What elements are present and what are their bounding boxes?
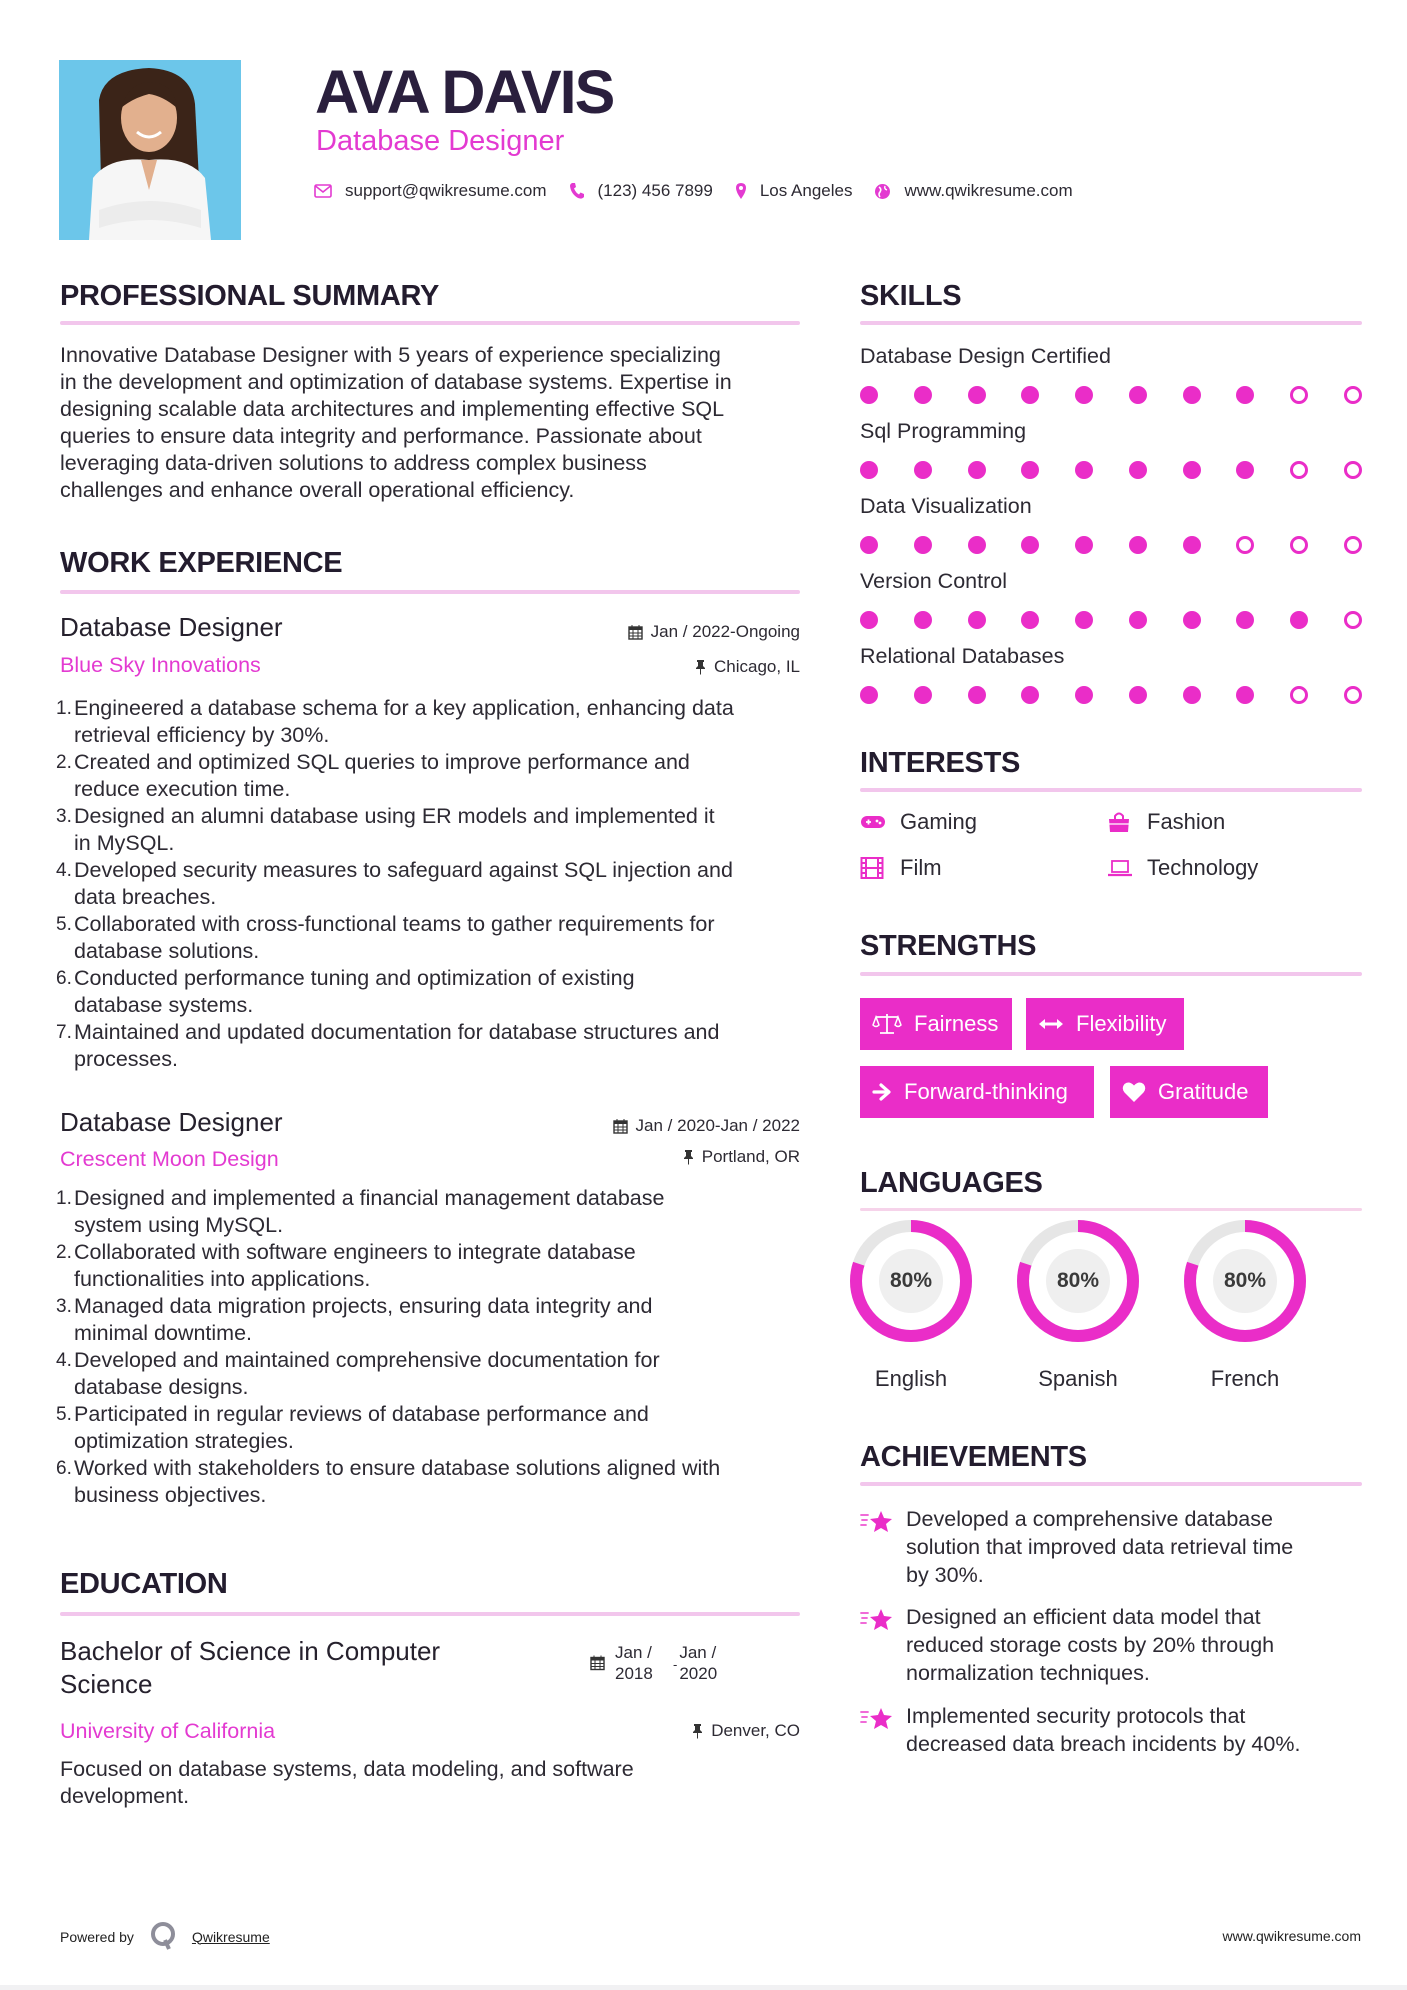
strengths-heading: STRENGTHS xyxy=(860,930,1037,962)
skill-label: Sql Programming xyxy=(860,419,1027,443)
language-name: English xyxy=(874,1366,948,1391)
rating-dot-empty xyxy=(1236,536,1254,554)
job-dates-text: Jan / 2020-Jan / 2022 xyxy=(635,1116,800,1135)
rating-dot-filled xyxy=(1021,611,1039,629)
gamepad-icon xyxy=(860,815,888,829)
shooting-star-icon xyxy=(860,1702,906,1758)
rating-dot-filled xyxy=(1290,611,1308,629)
rating-dot-filled xyxy=(1129,686,1147,704)
laptop-icon xyxy=(1107,858,1135,878)
list-item: 2. Created and optimized SQL queries to improve performance and reduce execution time. xyxy=(56,750,690,801)
job-dates-text: Jan / 2022-Ongoing xyxy=(650,622,800,641)
language-percent: 80% xyxy=(1223,1269,1267,1292)
rating-dot-filled xyxy=(1021,536,1039,554)
list-item: 1. Engineered a database schema for a key application, enhancing data retrieval efficiency by 30%. xyxy=(56,696,734,747)
job-bullets xyxy=(56,695,806,1073)
skill-item xyxy=(860,418,1362,493)
list-item: 3. Managed data migration projects, ensuring data integrity and minimal downtime. xyxy=(56,1294,653,1345)
skill-rating xyxy=(860,610,1362,630)
skill-label: Version Control xyxy=(860,569,1007,593)
rating-dot-filled xyxy=(860,611,878,629)
qwikresume-link[interactable]: Qwikresume xyxy=(191,1928,270,1945)
qwikresume-logo-icon xyxy=(148,1920,178,1953)
summary-line: designing scalable data architectures and implementing effective SQL xyxy=(60,397,725,421)
footer-website[interactable]: www.qwikresume.com xyxy=(1222,1928,1361,1944)
rating-dot-filled xyxy=(914,461,932,479)
language-percent: 80% xyxy=(1056,1269,1100,1292)
rating-dot-empty xyxy=(1290,536,1308,554)
strengths-divider xyxy=(860,972,1362,976)
skills-heading: SKILLS xyxy=(860,280,962,312)
summary-divider xyxy=(60,321,800,325)
contact-website[interactable]: www.qwikresume.com xyxy=(904,181,1073,200)
contact-location: Los Angeles xyxy=(759,181,853,200)
summary-line: in the development and optimization of database systems. Expertise in xyxy=(60,370,732,394)
rating-dot-filled xyxy=(860,536,878,554)
pushpin-icon xyxy=(695,659,706,675)
skill-item xyxy=(860,643,1362,718)
strength-tag-fairness: Fairness xyxy=(860,998,1012,1050)
skill-label: Relational Databases xyxy=(860,644,1065,668)
rating-dot-filled xyxy=(1075,611,1093,629)
experience-divider xyxy=(60,590,800,594)
rating-dot-filled xyxy=(1129,386,1147,404)
list-item: 5. Collaborated with cross-functional teams to gather requirements for database solutions. xyxy=(56,912,715,963)
rating-dot-filled xyxy=(1129,536,1147,554)
job-company: Crescent Moon Design xyxy=(60,1147,279,1171)
rating-dot-filled xyxy=(968,461,986,479)
achievements-heading: ACHIEVEMENTS xyxy=(860,1441,1087,1473)
rating-dot-empty xyxy=(1344,461,1362,479)
globe-icon xyxy=(874,183,891,200)
skill-item xyxy=(860,343,1362,418)
person-portrait-icon xyxy=(59,60,241,240)
education-school: University of California xyxy=(60,1719,276,1743)
interests-heading: INTERESTS xyxy=(860,747,1021,779)
balance-scale-icon xyxy=(872,1012,902,1036)
interest-technology: Technology xyxy=(1107,854,1258,882)
arrows-horizontal-icon xyxy=(1038,1017,1064,1031)
film-icon xyxy=(860,856,888,880)
rating-dot-filled xyxy=(914,611,932,629)
language-item xyxy=(850,1220,972,1392)
strength-tag-gratitude: Gratitude xyxy=(1110,1066,1268,1118)
skill-item xyxy=(860,493,1362,568)
job-bullets xyxy=(56,1185,806,1509)
candidate-title: Database Designer xyxy=(316,125,565,157)
phone-icon xyxy=(569,182,585,200)
education-dates xyxy=(590,1642,717,1684)
rating-dot-filled xyxy=(1021,686,1039,704)
achievement-item xyxy=(860,1702,1360,1758)
calendar-icon xyxy=(613,1118,628,1134)
skills-divider xyxy=(860,321,1362,325)
footer-powered-by: Powered by Qwikresume xyxy=(60,1920,270,1953)
skills-list xyxy=(860,343,1362,718)
skill-rating xyxy=(860,535,1362,555)
languages-divider xyxy=(860,1208,1362,1211)
experience-heading: WORK EXPERIENCE xyxy=(60,547,343,579)
rating-dot-empty xyxy=(1344,386,1362,404)
list-item: 7. Maintained and updated documentation for database structures and processes. xyxy=(56,1020,720,1071)
rating-dot-filled xyxy=(914,686,932,704)
calendar-icon xyxy=(590,1654,605,1671)
interest-film: Film xyxy=(860,854,942,882)
summary-text xyxy=(60,342,805,504)
pushpin-icon xyxy=(683,1149,694,1165)
candidate-name: AVA DAVIS xyxy=(315,58,614,126)
list-item: 2. Collaborated with software engineers to integrate database functionalities into applications. xyxy=(56,1240,636,1291)
page-bottom-edge xyxy=(0,1985,1407,1990)
contact-row xyxy=(314,178,1095,204)
list-item: 4. Developed and maintained comprehensive documentation for database designs. xyxy=(56,1348,660,1399)
contact-phone[interactable]: (123) 456 7899 xyxy=(597,181,713,200)
job-title: Database Designer xyxy=(60,1107,283,1137)
shopping-bag-icon xyxy=(1107,810,1135,834)
education-divider xyxy=(60,1612,800,1616)
pushpin-icon xyxy=(692,1723,703,1739)
language-item xyxy=(1184,1220,1306,1392)
rating-dot-filled xyxy=(968,386,986,404)
job-dates xyxy=(628,621,800,643)
interest-fashion: Fashion xyxy=(1107,808,1225,836)
education-start: Jan / 2018 xyxy=(615,1643,653,1683)
rating-dot-filled xyxy=(1129,461,1147,479)
rating-dot-empty xyxy=(1290,686,1308,704)
heart-icon xyxy=(1122,1081,1146,1103)
rating-dot-filled xyxy=(1236,611,1254,629)
shooting-star-icon xyxy=(860,1505,906,1589)
education-end: Jan / 2020 xyxy=(679,1643,718,1683)
language-name: Spanish xyxy=(1038,1366,1118,1391)
job-title: Database Designer xyxy=(60,612,283,642)
rating-dot-filled xyxy=(1075,686,1093,704)
skill-label: Database Design Certified xyxy=(860,344,1111,368)
rating-dot-filled xyxy=(968,611,986,629)
date-separator: - xyxy=(673,1657,678,1672)
summary-line: queries to ensure data integrity and performance. Passionate about xyxy=(60,424,702,448)
job-location xyxy=(695,656,800,678)
interest-gaming: Gaming xyxy=(860,808,977,836)
map-pin-icon xyxy=(735,182,747,200)
rating-dot-filled xyxy=(1183,686,1201,704)
profile-photo xyxy=(59,60,241,240)
rating-dot-empty xyxy=(1344,611,1362,629)
rating-dot-empty xyxy=(1344,686,1362,704)
interests-divider xyxy=(860,788,1362,792)
achievements-divider xyxy=(860,1482,1362,1486)
language-name: French xyxy=(1210,1366,1280,1391)
summary-line: Innovative Database Designer with 5 years of experience specializing xyxy=(60,343,721,367)
rating-dot-filled xyxy=(1075,386,1093,404)
rating-dot-filled xyxy=(1236,461,1254,479)
job-location xyxy=(683,1146,800,1168)
rating-dot-filled xyxy=(914,386,932,404)
arrow-right-icon xyxy=(872,1082,892,1102)
rating-dot-filled xyxy=(1183,461,1201,479)
list-item: 4. Developed security measures to safeguard against SQL injection and data breaches. xyxy=(56,858,733,909)
education-description: Focused on database systems, data modeling, and software development. xyxy=(60,1757,634,1808)
rating-dot-filled xyxy=(914,536,932,554)
shooting-star-icon xyxy=(860,1603,906,1687)
achievement-text: Developed a comprehensive database solution that improved data retrieval time by 30%. xyxy=(906,1507,1294,1587)
languages-heading: LANGUAGES xyxy=(860,1167,1043,1199)
rating-dot-filled xyxy=(860,686,878,704)
rating-dot-filled xyxy=(1183,611,1201,629)
strength-tag-forward-thinking: Forward-thinking xyxy=(860,1066,1094,1118)
list-item: 3. Designed an alumni database using ER models and implemented it in MySQL. xyxy=(56,804,715,855)
strength-tag-flexibility: Flexibility xyxy=(1026,998,1184,1050)
email-icon xyxy=(314,184,332,198)
skill-label: Data Visualization xyxy=(860,494,1032,518)
rating-dot-filled xyxy=(1021,386,1039,404)
achievement-item xyxy=(860,1505,1360,1589)
job-dates xyxy=(613,1115,800,1137)
education-location: Denver, CO xyxy=(692,1720,800,1742)
rating-dot-empty xyxy=(1290,461,1308,479)
skill-item xyxy=(860,568,1362,643)
language-percent: 80% xyxy=(889,1269,933,1292)
rating-dot-filled xyxy=(968,686,986,704)
rating-dot-filled xyxy=(1075,536,1093,554)
rating-dot-filled xyxy=(1183,386,1201,404)
achievement-item xyxy=(860,1603,1360,1687)
skill-rating xyxy=(860,685,1362,705)
job-company: Blue Sky Innovations xyxy=(60,653,261,677)
rating-dot-filled xyxy=(1021,461,1039,479)
rating-dot-filled xyxy=(1129,611,1147,629)
education-heading: EDUCATION xyxy=(60,1568,228,1600)
list-item: 1. Designed and implemented a financial management database system using MySQL. xyxy=(56,1186,665,1237)
skill-rating xyxy=(860,385,1362,405)
rating-dot-filled xyxy=(1236,686,1254,704)
rating-dot-filled xyxy=(860,461,878,479)
rating-dot-filled xyxy=(1075,461,1093,479)
summary-line: challenges and enhance overall operational efficiency. xyxy=(60,478,575,502)
list-item: 6. Worked with stakeholders to ensure database solutions aligned with business objectives. xyxy=(56,1456,721,1507)
list-item: 6. Conducted performance tuning and optimization of existing database systems. xyxy=(56,966,635,1017)
calendar-icon xyxy=(628,624,643,640)
rating-dot-empty xyxy=(1344,536,1362,554)
list-item: 5. Participated in regular reviews of database performance and optimization strategies. xyxy=(56,1402,649,1453)
skill-rating xyxy=(860,460,1362,480)
language-item xyxy=(1017,1220,1139,1392)
rating-dot-empty xyxy=(1290,386,1308,404)
contact-email[interactable]: support@qwikresume.com xyxy=(345,181,547,200)
achievement-text: Implemented security protocols that decreased data breach incidents by 40%. xyxy=(906,1704,1301,1756)
rating-dot-filled xyxy=(860,386,878,404)
job-location-text: Chicago, IL xyxy=(714,657,800,676)
summary-line: leveraging data-driven solutions to address complex business xyxy=(60,451,647,475)
degree-title: Bachelor of Science in Computer Science xyxy=(60,1636,441,1699)
job-location-text: Portland, OR xyxy=(701,1147,800,1166)
achievement-text: Designed an efficient data model that reduced storage costs by 20% through normalization techniques. xyxy=(906,1605,1275,1685)
rating-dot-filled xyxy=(1183,536,1201,554)
rating-dot-filled xyxy=(968,536,986,554)
summary-heading: PROFESSIONAL SUMMARY xyxy=(60,280,440,312)
rating-dot-filled xyxy=(1236,386,1254,404)
